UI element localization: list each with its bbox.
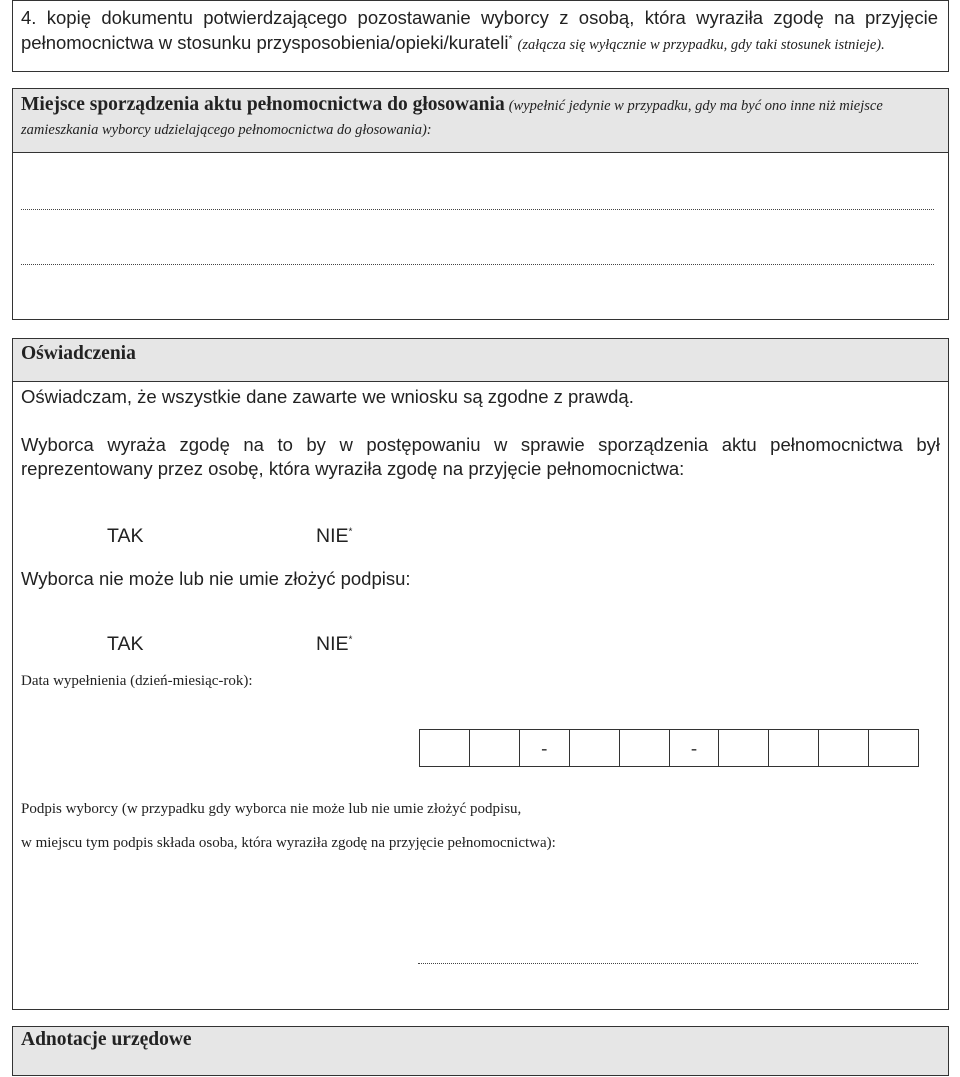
cannot-sign-no-option[interactable] — [316, 633, 352, 656]
consent-no-label: NIE — [316, 525, 349, 547]
place-section-title: Miejsce sporządzenia aktu pełnomocnictwa do głosowania — [21, 94, 505, 115]
cannot-sign-no-label: NIE — [316, 633, 349, 655]
date-year-digit-4[interactable] — [869, 730, 918, 766]
place-section — [12, 88, 949, 320]
date-day-digit-1[interactable] — [420, 730, 470, 766]
signature-label-line-1: Podpis wyborcy (w przypadku gdy wyborca nie może lub nie umie złożyć podpisu, — [21, 801, 522, 817]
representation-consent-text: Wyborca wyraża zgodę na to by w postępowaniu w sprawie sporządzenia aktu pełnomocnictwa był reprezentowany przez osobę, która wyraziła zgodę na przyjęcie pełnomocnictwa: — [21, 434, 940, 479]
official-annotations-section — [12, 1026, 949, 1076]
date-month-digit-2[interactable] — [620, 730, 670, 766]
place-input-line-1[interactable] — [21, 209, 934, 210]
attachment-item-4-note: (załącza się wyłącznie w przypadku, gdy taki stosunek istnieje). — [517, 37, 885, 53]
footnote-asterisk: * — [348, 526, 353, 538]
attachment-item-4-text: 4. kopię dokumentu potwierdzającego pozostawanie wyborcy z osobą, która wyraziła zgodę na przyjęcie pełnomocnictwa w stosunku przysposobienia/opieki/kurateli — [21, 7, 938, 53]
date-year-digit-1[interactable] — [719, 730, 769, 766]
statements-section — [12, 338, 949, 1010]
consent-yes-label: TAK — [107, 525, 144, 547]
attachment-item-4 — [12, 0, 949, 72]
attachment-item-4-text-block — [21, 5, 938, 58]
place-section-header-text — [21, 93, 938, 142]
signature-line[interactable] — [418, 963, 918, 964]
date-separator-1: - — [520, 730, 570, 766]
date-separator-2: - — [670, 730, 720, 766]
place-section-hint: (wypełnić jedynie w przypadku, gdy ma być ono inne niż miejsce zamieszkania wyborcy udzielającego pełnomocnictwa do głosowania): — [21, 98, 883, 138]
cannot-sign-label: Wyborca nie może lub nie umie złożyć podpisu: — [21, 568, 411, 589]
signature-label-line-2: w miejscu tym podpis składa osoba, która wyraziła zgodę na przyjęcie pełnomocnictwa): — [21, 835, 556, 851]
date-input-boxes[interactable] — [419, 729, 919, 767]
footnote-asterisk: * — [348, 634, 353, 646]
date-label: Data wypełnienia (dzień-miesiąc-rok): — [21, 673, 253, 689]
cannot-sign-yes-option[interactable] — [107, 633, 143, 656]
date-month-digit-1[interactable] — [570, 730, 620, 766]
place-input-line-2[interactable] — [21, 264, 934, 265]
date-year-digit-3[interactable] — [819, 730, 869, 766]
footnote-asterisk: * — [508, 33, 513, 45]
consent-no-option[interactable] — [316, 525, 352, 548]
official-annotations-title: Adnotacje urzędowe — [21, 1029, 192, 1050]
statements-title: Oświadczenia — [21, 343, 136, 364]
truth-statement: Oświadczam, że wszystkie dane zawarte we wniosku są zgodne z prawdą. — [21, 386, 634, 407]
cannot-sign-yes-label: TAK — [107, 633, 144, 655]
statements-header — [13, 339, 948, 382]
date-day-digit-2[interactable] — [470, 730, 520, 766]
consent-yes-option[interactable] — [107, 525, 143, 548]
date-year-digit-2[interactable] — [769, 730, 819, 766]
place-section-header — [13, 89, 948, 153]
